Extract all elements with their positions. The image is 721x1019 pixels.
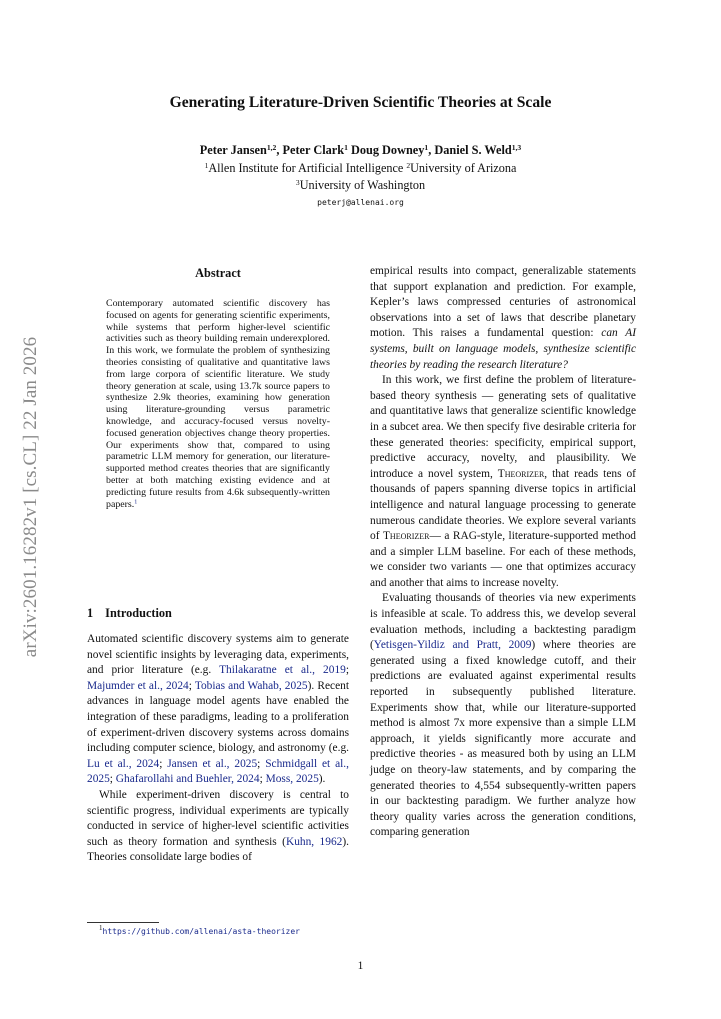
text-run: ; [257,757,266,770]
author-separator: , [428,143,435,157]
citation-link[interactable]: Majumder et al., 2024 [87,679,189,692]
affiliation: Allen Institute for Artificial Intelligence [208,161,407,175]
footnote-marker[interactable]: 1 [134,499,138,506]
affiliation-mark: 3 [295,177,300,187]
text-run: In this work, we first define the problem of literature-based theory synthesis — generating sets of qualitative and quantitative laws that generalize scientific knowledge in a subcet area. We then specify five desirable criteria for these generated theories: specificity, empirical support, predictive accuracy, novelty, and plausibility. We introduce a novel system, [370,374,636,480]
section-number: 1 [87,606,94,620]
text-run: ; [159,757,168,770]
text-run: ) where theories are generated using a fixed knowledge cutoff, and their predictions are evaluated against experimental results reported in subsequently published literature. Experiments show that, while our literature-supported method is almost 7x more expensive than a simple LLM approach, it yields significantly more accurate and predictive theories - as measured both by using an LLM judge on theory-law statements, and by comparing the generated theories to 4,554 subsequently-written papers in our backtesting paradigm. We further analyze how theory quality varies across the generation conditions, comparing generation [370,639,636,839]
system-name: Theorizer [382,530,430,543]
abstract-heading: Abstract [195,266,241,280]
affiliation-line [0,161,721,176]
citation-link[interactable]: Lu et al., 2024 [87,757,160,770]
author-separator: , [276,143,283,157]
author-affiliation-mark: 1,3 [511,142,522,152]
text-run: empirical results into compact, generalizable statements that support explanation and prediction. For example, Kepler’s laws compressed centuries of astronomical observations into a set of laws that describe planetary motion. This raises a fundamental question: [370,265,636,340]
paragraph [370,373,636,591]
citation-link[interactable]: Yetisgen-Yildiz and Pratt, 2009 [373,639,532,652]
left-column [87,632,349,866]
system-name: Theorizer [497,467,545,480]
citation-link[interactable]: Kuhn, 1962 [285,835,343,848]
citation-link[interactable]: Thilakaratne et al., 2019 [219,664,346,677]
text-run: ). Recent advances in language model agents have enabled the integration of these paradigms, leading to a proliferation of experiment-driven discovery systems across domains including computer science, biology, and astronomy (e.g. [87,679,349,755]
affiliation-line [0,178,721,193]
arxiv-sidebar [18,303,44,691]
right-column [370,264,636,841]
abstract-text: Contemporary automated scientific discovery has focused on agents for generating scientific experiments, while systems that perform higher-level scientific activities such as theory building remain underexplored. In this work, we formulate the problem of synthesizing theories consisting of qualitative and quantitative laws from large corpora of scientific literature. We study theory generation at scale, using 13.7k source papers to synthesize 2.9k theories, examining how generation using literature-grounding versus parametric knowledge, and accuracy-focused versus novelty-focused generation objectives change theory properties. Our experiments show that, compared to using parametric LLM memory for generation, our literature-supported method creates theories that are significantly better at both matching existing evidence and at predicting future results from 4.6k subsequently-written papers. [106,298,330,510]
author: Peter Jansen [199,143,267,157]
abstract-body [106,298,330,510]
footnote-link[interactable]: https://github.com/allenai/asta-theorizer [102,927,300,936]
author: Peter Clark [282,143,345,157]
author-affiliation-mark: 1 [424,142,429,152]
author: Daniel S. Weld [434,143,512,157]
arxiv-identifier: arXiv:2601.16282v1 [cs.CL] 22 Jan 2026 [20,336,41,658]
text-run: ; [109,773,116,786]
author-affiliation-mark: 1,2 [266,142,277,152]
text-run: While experiment-driven discovery is central to scientific progress, individual experiments are typically conducted in service of higher-level scientific activities such as theory formation and synthesis ( [87,788,349,848]
citation-link[interactable]: Schmidgall et al., 2025 [87,757,349,786]
contact-email: peterj@allenai.org [317,198,404,207]
affiliation: University of Washington [299,178,426,192]
text-run: ; [345,664,350,677]
paper-title: Generating Literature-Driven Scientific Theories at Scale [169,94,552,111]
text-run: ). Theories consolidate large bodies of [87,835,349,864]
citation-link[interactable]: Tobias and Wahab, 2025 [194,679,308,692]
text-run: Evaluating thousands of theories via new experiments is infeasible at scale. To address this, we develop several evaluation methods, including a backtesting paradigm ( [370,592,636,652]
author-affiliation-mark: 1 [344,142,348,152]
author: Doug Downey [350,143,425,157]
affiliation: University of Arizona [410,161,517,175]
section-heading [87,606,172,621]
text-run: ; [188,679,195,692]
footnote [99,924,300,936]
paragraph [370,264,636,373]
citation-link[interactable]: Ghafarollahi and Buehler, 2024 [115,773,260,786]
affiliation-mark: 2 [406,160,411,170]
footnote-mark: 1 [99,924,103,933]
text-run: ; [259,773,266,786]
author-list [0,143,721,158]
text-run: — a RAG-style, literature-supported method and a simpler LLM baseline. For each of these methods, we consider two variants — one that optimizes accuracy and another that aims to increase novelty. [370,530,637,589]
text-run: , that reads tens of thousands of papers spanning diverse topics in artificial intelligence and natural language processing to generate numerous candidate theories. We explore several variants of [370,467,636,543]
paragraph [87,788,349,866]
affiliation-mark: 1 [204,160,209,170]
page-number: 1 [357,960,364,972]
emphasis-text: can AI systems, built on language models, synthesize scientific theories by reading the research literature? [370,327,636,371]
text-run: ). [318,773,326,786]
paragraph [370,591,636,841]
text-run: Automated scientific discovery systems aim to generate novel scientific insights by leveraging data, experiments, and prior literature (e.g. [87,633,349,677]
footnote-rule [87,922,159,923]
paragraph [87,632,349,788]
section-title: Introduction [105,606,172,620]
citation-link[interactable]: Jansen et al., 2025 [167,757,258,770]
citation-link[interactable]: Moss, 2025 [265,773,319,786]
